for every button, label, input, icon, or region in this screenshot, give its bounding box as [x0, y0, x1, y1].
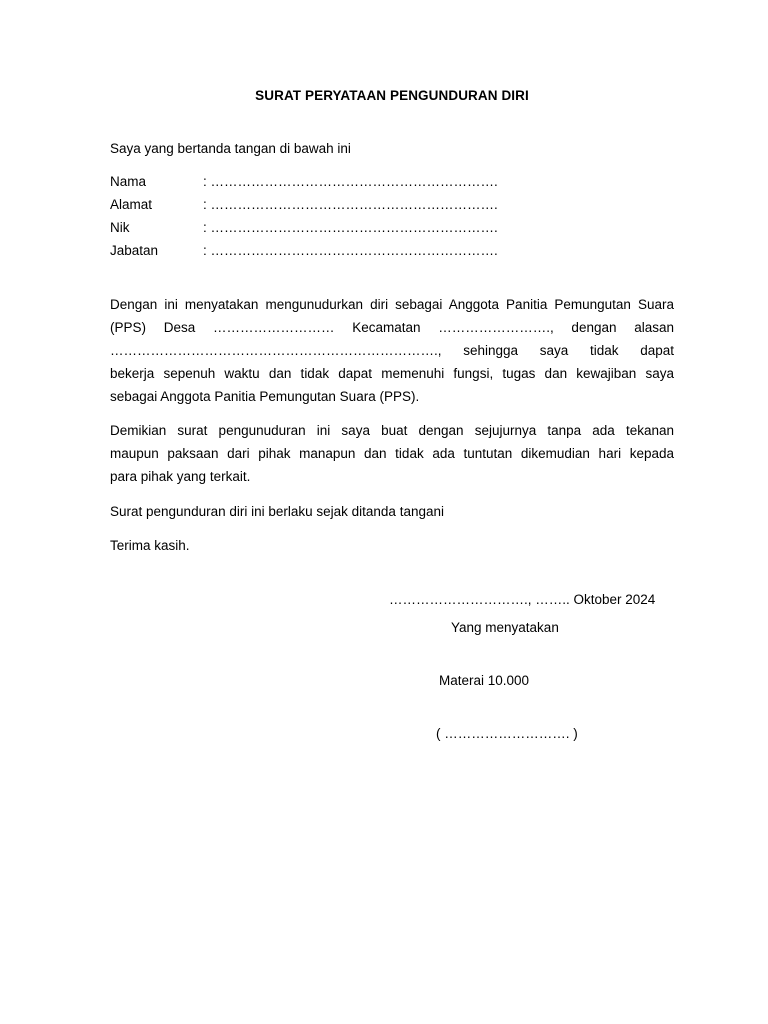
- paragraph-line: ………………………………………………………………., sehingga saya tidak dapat: [110, 343, 674, 358]
- field-row-nik: [110, 219, 498, 242]
- identity-fields: [110, 173, 498, 265]
- field-row-nama: [110, 173, 498, 196]
- signature-materai: Materai 10.000: [439, 673, 530, 688]
- field-value: : ……………………………………………………….: [203, 174, 498, 189]
- field-row-alamat: [110, 196, 498, 219]
- field-label: Nik: [110, 220, 130, 235]
- document-title: SURAT PERYATAAN PENGUNDURAN DIRI: [255, 88, 529, 103]
- paragraph-line: para pihak yang terkait.: [110, 469, 251, 484]
- field-value: : ……………………………………………………….: [203, 197, 498, 212]
- paragraph-thanks: Terima kasih.: [110, 538, 190, 553]
- field-row-jabatan: [110, 242, 498, 265]
- paragraph-line: (PPS) Desa ……………………… Kecamatan ……………………., dengan alasan: [110, 320, 674, 335]
- paragraph-line: maupun paksaan dari pihak manapun dan tidak ada tuntutan dikemudian hari kepada: [110, 446, 674, 461]
- paragraph-line: Demikian surat pengunuduran ini saya buat dengan sejujurnya tanpa ada tekanan: [110, 423, 674, 438]
- paragraph-validity: Surat pengunduran diri ini berlaku sejak ditanda tangani: [110, 504, 444, 519]
- paragraph-statement: [110, 293, 674, 408]
- paragraph-line: Dengan ini menyatakan mengunudurkan diri sebagai Anggota Panitia Pemungutan Suara: [110, 297, 674, 312]
- field-label: Nama: [110, 174, 147, 189]
- field-label: Alamat: [110, 197, 153, 212]
- intro-text: Saya yang bertanda tangan di bawah ini: [110, 141, 351, 156]
- field-value: : ……………………………………………………….: [203, 243, 498, 258]
- field-label: Jabatan: [110, 243, 159, 258]
- signature-name-line: ( ………………………. ): [436, 726, 578, 741]
- field-value: : ……………………………………………………….: [203, 220, 498, 235]
- paragraph-declaration: [110, 419, 674, 488]
- paragraph-line: bekerja sepenuh waktu dan tidak dapat memenuhi fungsi, tugas dan kewajiban saya: [110, 366, 674, 381]
- signature-date-line: …………………………., …….. Oktober 2024: [389, 592, 656, 607]
- paragraph-line: sebagai Anggota Panitia Pemungutan Suara (PPS).: [110, 389, 420, 404]
- signature-yang-menyatakan: Yang menyatakan: [451, 620, 559, 635]
